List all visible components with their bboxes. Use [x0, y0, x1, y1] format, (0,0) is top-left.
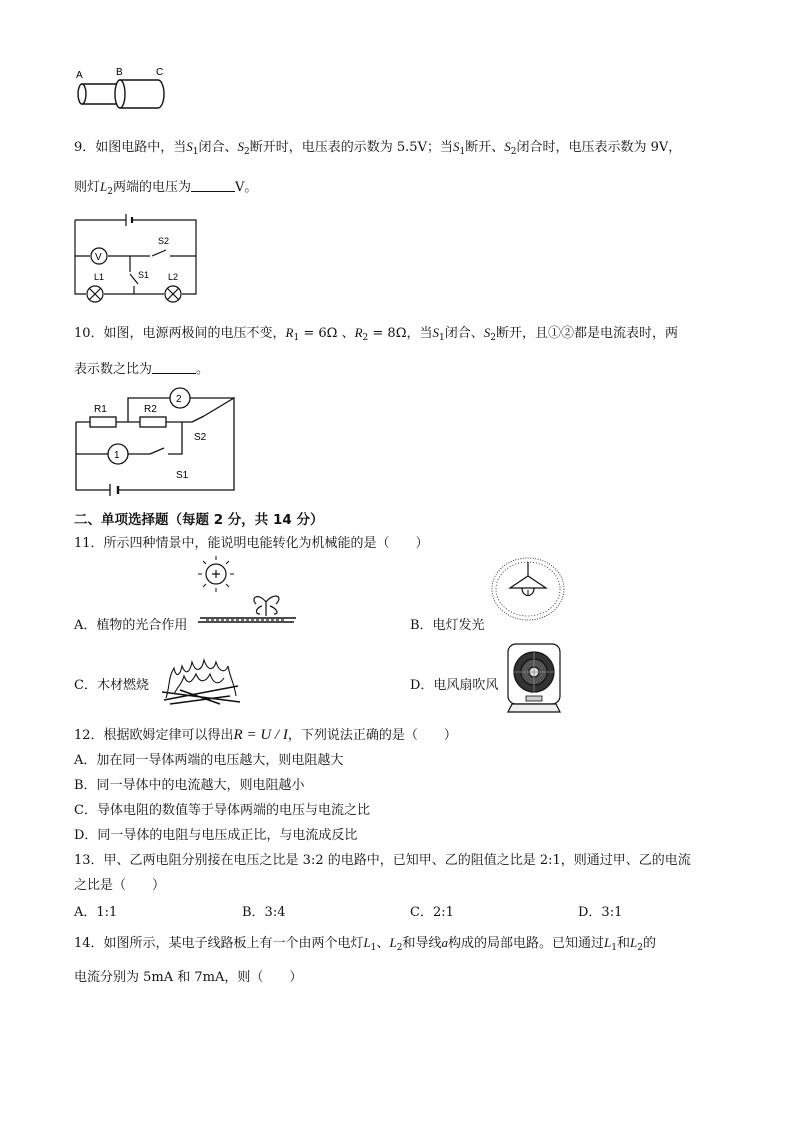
q10-line1 — [74, 322, 678, 343]
q10-text: ，当 — [406, 326, 433, 341]
tube-label-a: A — [76, 70, 83, 81]
q14-l2b-sub: 2 — [637, 943, 643, 953]
lamp-l1-label: L1 — [94, 272, 105, 282]
q10-answer-blank[interactable] — [152, 361, 196, 374]
q12-text: 12．根据欧姆定律可以得出 — [74, 728, 234, 743]
q10-s2-sub: 2 — [490, 333, 496, 343]
q10-text: 闭合、 — [444, 326, 484, 341]
q13-option-b[interactable]: B．3:4 — [242, 905, 286, 920]
q9-s2-sub: 2 — [244, 147, 250, 157]
q10-r2: R — [354, 325, 363, 340]
q9-text: 则灯 — [74, 180, 101, 195]
q14-l2: L — [389, 935, 397, 950]
q10-r1-value: = 6Ω 、 — [299, 326, 355, 341]
q9-text: 两端的电压为 — [112, 180, 191, 195]
meter-2-label: 2 — [176, 394, 182, 405]
r1-label: R1 — [94, 404, 107, 415]
q14-text: 的 — [642, 936, 656, 951]
r2-label: R2 — [144, 404, 157, 415]
q12-option-a[interactable]: A．加在同一导体两端的电压越大，则电阻越大 — [74, 753, 344, 768]
q9-s2b-sub: 2 — [510, 147, 517, 157]
tube-label-b: B — [116, 67, 123, 78]
q12-formula: R = U / I — [233, 727, 288, 743]
q10-r2-value: = 8Ω — [368, 326, 407, 341]
q9-answer-blank[interactable] — [191, 179, 235, 192]
q11-option-b[interactable]: B．电灯发光 — [410, 618, 485, 633]
tube-label-c: C — [156, 67, 164, 78]
q10-text: 断开，且①②都是电流表时，两 — [495, 326, 678, 341]
q9-text: 断开、 — [465, 140, 505, 155]
switch-s2-label: S2 — [158, 236, 170, 246]
meter-1-label: 1 — [114, 450, 120, 461]
q14-line1 — [74, 932, 656, 953]
lamp-image — [488, 556, 568, 622]
switch-s1-label: S1 — [176, 470, 189, 481]
burning-wood-image — [160, 656, 242, 706]
q9-s2: S — [237, 139, 245, 154]
q9-text: 断开时，电压表的示数为 5.5V；当 — [249, 140, 453, 155]
q13-option-a[interactable]: A．1:1 — [74, 905, 118, 920]
q10-r1-sub: 1 — [293, 333, 300, 343]
switch-s2-label: S2 — [194, 432, 207, 443]
q10-text: 表示数之比为 — [74, 362, 153, 377]
q9-l2-sub: 2 — [107, 187, 113, 197]
q9-s2b: S — [504, 139, 511, 154]
q14-line2: 电流分别为 5mA 和 7mA，则（ ） — [74, 970, 303, 985]
q11-stem: 11．所示四种情景中，能说明电能转化为机械能的是（ ） — [74, 536, 429, 551]
q12-stem — [74, 724, 457, 744]
q10-line2 — [74, 358, 209, 377]
q9-text: 闭合、 — [198, 140, 238, 155]
q14-text: 、 — [376, 936, 390, 951]
q9-s1: S — [186, 139, 193, 154]
q9-text: 9．如图电路中，当 — [74, 140, 187, 155]
q14-text: 构成的局部电路。已知通过 — [448, 936, 605, 951]
q10-r1: R — [285, 325, 294, 340]
q10-r2-sub: 2 — [362, 333, 369, 343]
q12-text: ，下列说法正确的是（ ） — [287, 728, 457, 743]
q13-stem-line2: 之比是（ ） — [74, 878, 166, 893]
q14-text: 14．如图所示，某电子线路板上有一个由两个电灯 — [74, 936, 364, 951]
q14-l1b-sub: 1 — [611, 943, 617, 953]
q14-l1: L — [363, 935, 371, 950]
q13-option-c[interactable]: C．2:1 — [410, 905, 454, 920]
tube-figure — [70, 64, 180, 114]
q9-text: V。 — [235, 180, 258, 195]
section-title: 二、单项选择题（每题 2 分，共 14 分） — [74, 512, 324, 528]
q9-line2 — [74, 176, 257, 197]
q10-text: 。 — [196, 362, 210, 377]
q10-text: 10．如图，电源两极间的电压不变， — [74, 326, 286, 341]
q10-s2: S — [483, 325, 491, 340]
q9-s1-sub: 1 — [192, 147, 199, 157]
q13-stem-line1: 13．甲、乙两电阻分别接在电压之比是 3:2 的电路中，已知甲、乙的阻值之比是 2:1，则通过甲、乙的电流 — [74, 853, 691, 868]
q14-l2-sub: 2 — [396, 943, 403, 953]
q14-l1b: L — [604, 935, 612, 950]
q9-l2: L — [100, 179, 108, 194]
q11-option-c[interactable]: C．木材燃烧 — [74, 678, 149, 693]
q9-s1b: S — [452, 139, 460, 154]
q10-s1-sub: 1 — [439, 333, 445, 343]
q9-line1 — [74, 136, 681, 157]
q11-option-a[interactable]: A．植物的光合作用 — [74, 618, 188, 633]
q9-text: 闭合时，电压表示数为 9V， — [516, 140, 682, 155]
q14-text: 和导线 — [402, 936, 442, 951]
electric-fan-image — [504, 640, 564, 714]
switch-s1-label: S1 — [138, 270, 150, 280]
q9-s1b-sub: 1 — [459, 147, 466, 157]
q10-circuit — [72, 386, 240, 496]
voltmeter-label: V — [95, 252, 102, 263]
q14-l2b: L — [630, 935, 638, 950]
q12-option-c[interactable]: C．导体电阻的数值等于导体两端的电压与电流之比 — [74, 803, 370, 818]
lamp-l2-label: L2 — [168, 272, 179, 282]
sun-plant-image — [196, 558, 300, 630]
q10-s1: S — [432, 325, 439, 340]
q13-option-d[interactable]: D．3:1 — [578, 905, 623, 920]
q14-wire-a: a — [441, 935, 449, 950]
q11-option-d[interactable]: D．电风扇吹风 — [410, 678, 499, 693]
q9-circuit — [72, 212, 200, 300]
q12-option-b[interactable]: B．同一导体中的电流越大，则电阻越小 — [74, 778, 305, 793]
q12-option-d[interactable]: D．同一导体的电阻与电压成正比，与电流成反比 — [74, 828, 358, 843]
q14-text: 和 — [617, 936, 631, 951]
q14-l1-sub: 1 — [370, 943, 377, 953]
